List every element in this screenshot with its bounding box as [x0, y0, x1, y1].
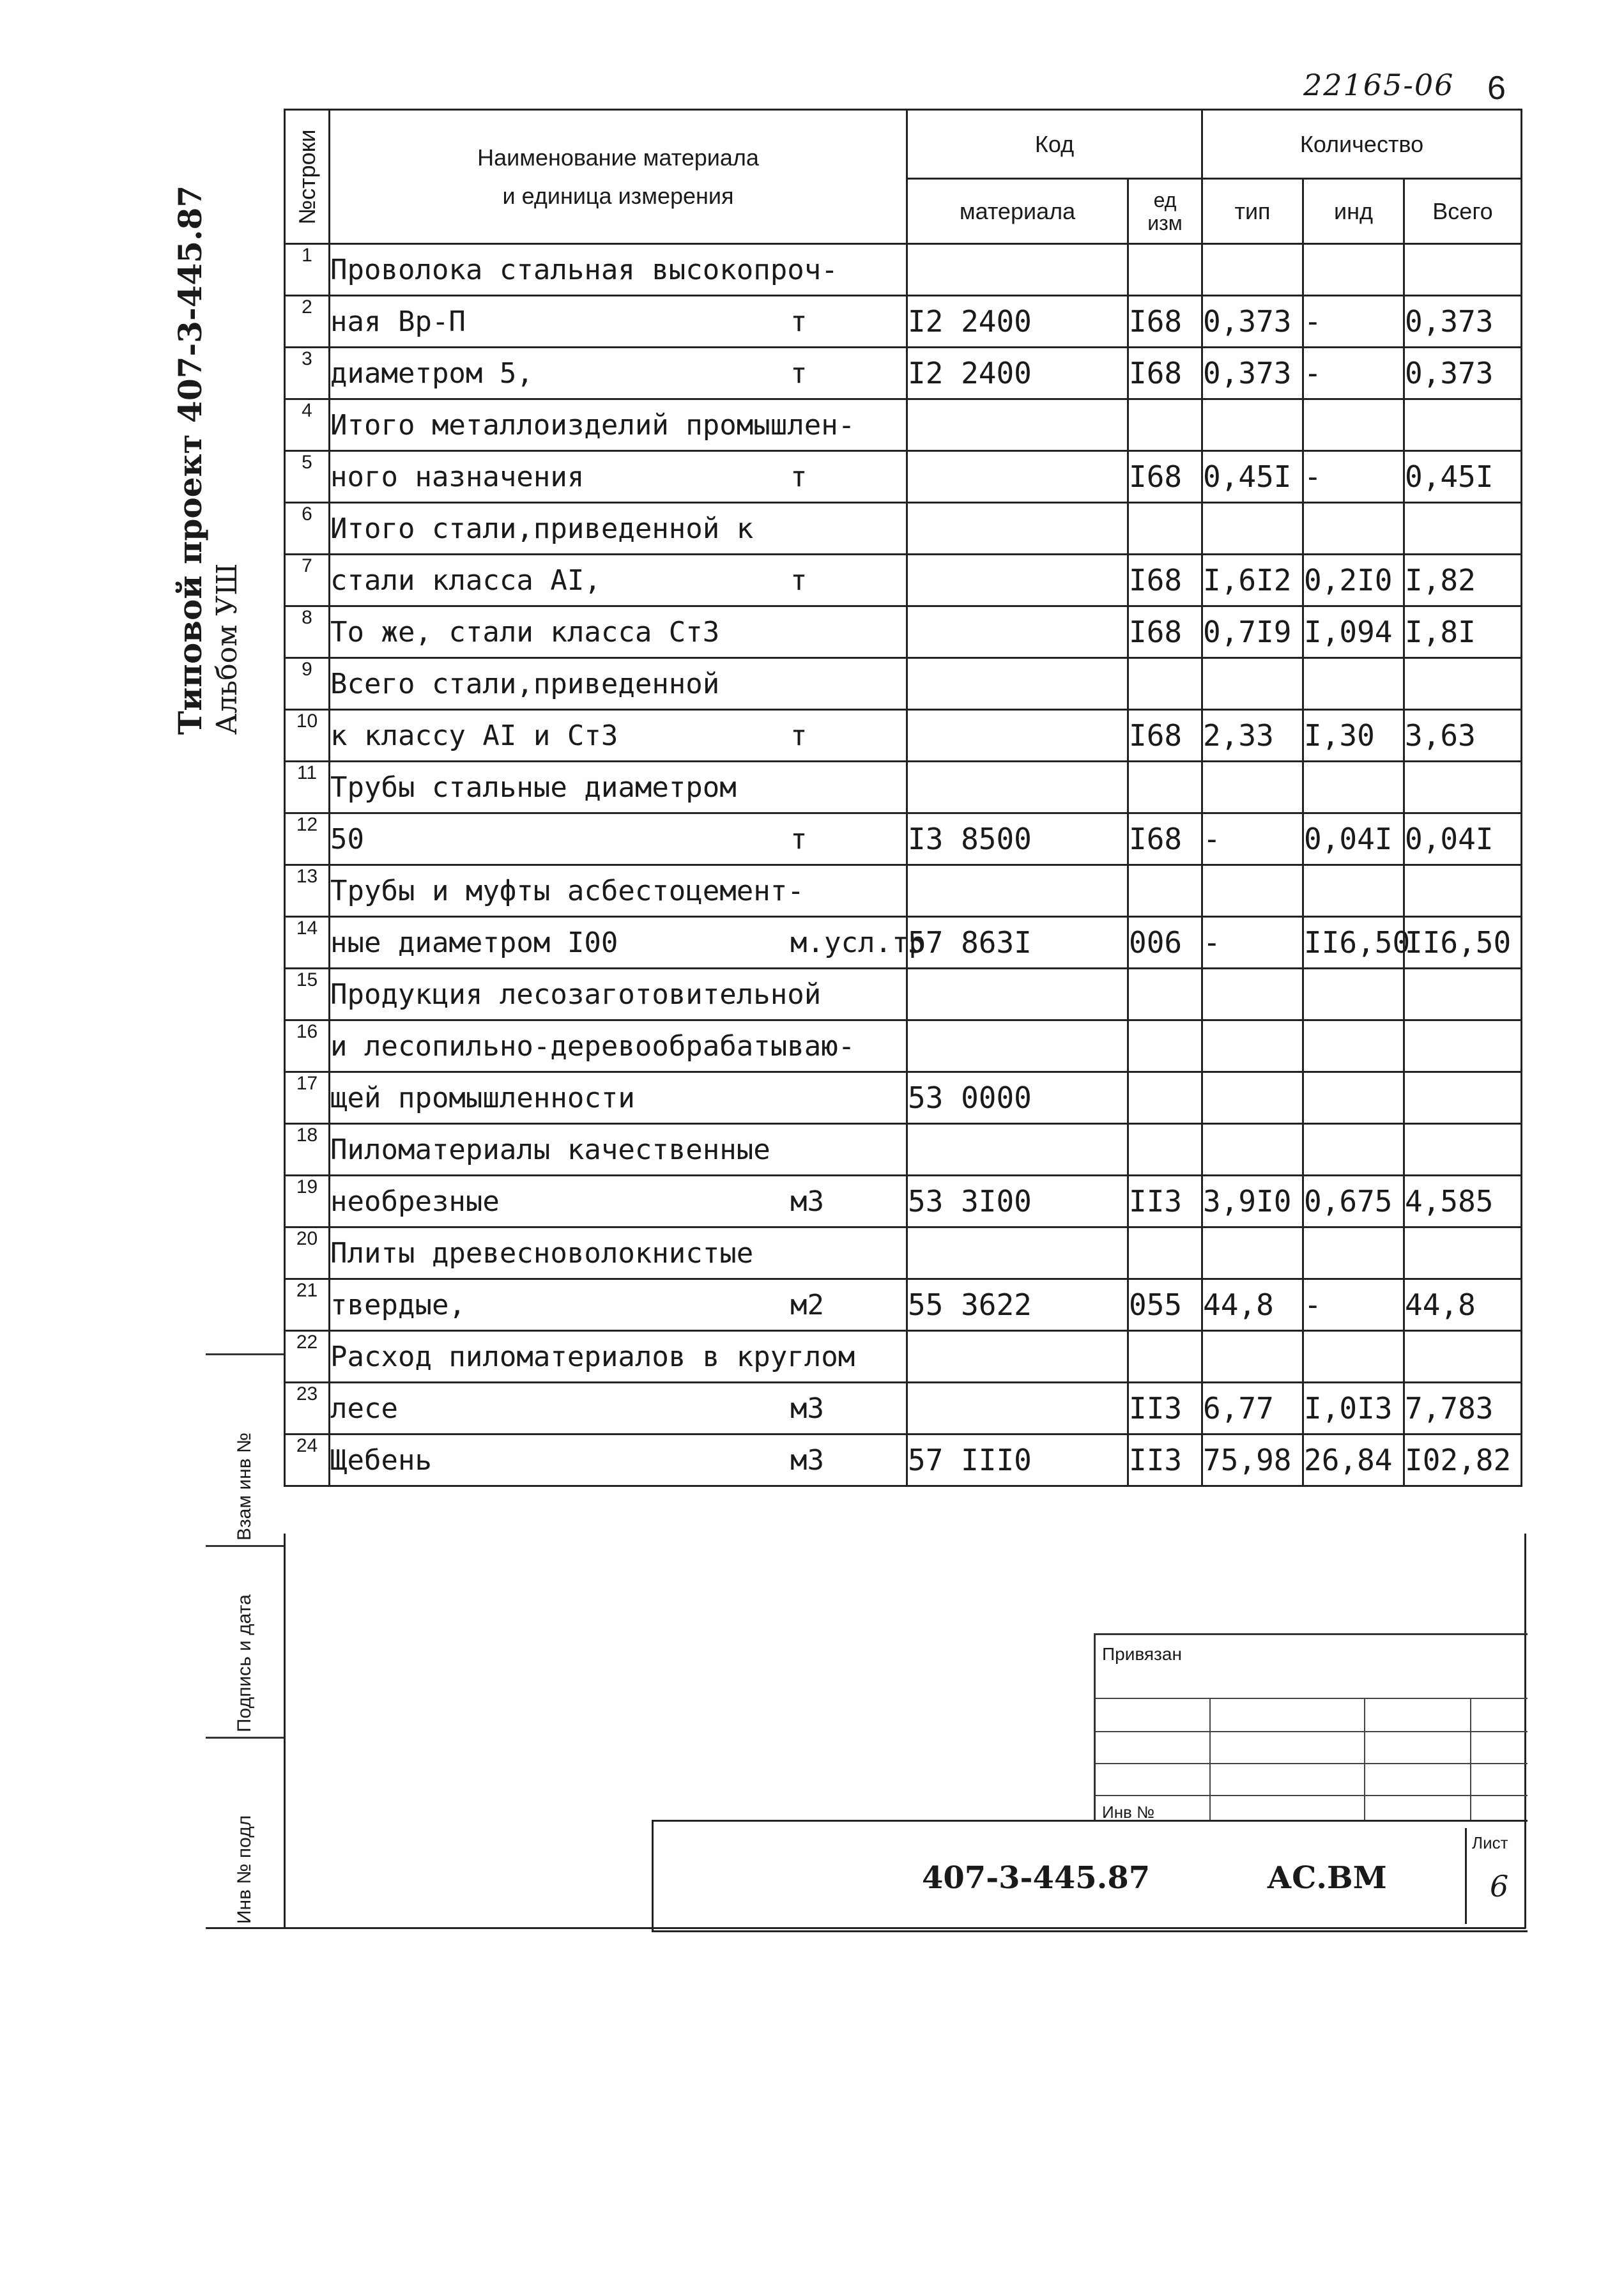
table-row: [285, 1020, 1522, 1072]
binding-line: [1096, 1763, 1528, 1764]
material-name-text: Расход пиломатериалов в круглом: [330, 1340, 855, 1373]
material-code: 57 863I: [907, 917, 1128, 969]
stamp-cell-podpis: [206, 1545, 284, 1739]
material-name: [330, 1279, 907, 1331]
material-name: [330, 555, 907, 606]
quantity-ind: -: [1303, 348, 1404, 399]
quantity-tip: [1202, 969, 1303, 1020]
stamp-podpis-label: Подпись и дата: [234, 1594, 255, 1732]
material-name: [330, 296, 907, 348]
quantity-total: [1404, 244, 1522, 296]
unit-code: [1128, 1072, 1202, 1124]
quantity-total: 4,585: [1404, 1176, 1522, 1227]
binding-line: [1096, 1731, 1528, 1732]
material-name: [330, 1176, 907, 1227]
unit-code: 055: [1128, 1279, 1202, 1331]
quantity-ind: [1303, 503, 1404, 555]
material-name-text: Продукция лесозаготовительной: [330, 978, 822, 1011]
unit-code: I68: [1128, 710, 1202, 762]
quantity-tip: [1202, 1072, 1303, 1124]
material-name: [330, 244, 907, 296]
material-name: [330, 969, 907, 1020]
unit-code: [1128, 1227, 1202, 1279]
frame-left-line: [284, 1534, 286, 1928]
quantity-ind: [1303, 969, 1404, 1020]
material-name-text: 50: [330, 822, 364, 856]
table-row: [285, 1176, 1522, 1227]
material-name-text: лесе: [330, 1392, 398, 1425]
row-number: 21: [285, 1279, 330, 1331]
quantity-ind: I,094: [1303, 606, 1404, 658]
quantity-tip: [1202, 399, 1303, 451]
quantity-total: II6,50: [1404, 917, 1522, 969]
unit-code: II3: [1128, 1383, 1202, 1434]
quantity-tip: [1202, 1020, 1303, 1072]
quantity-ind: II6,50: [1303, 917, 1404, 969]
material-name: [330, 1331, 907, 1383]
table-row: [285, 865, 1522, 917]
table-row: [285, 1072, 1522, 1124]
material-code: [907, 710, 1128, 762]
quantity-total: [1404, 1072, 1522, 1124]
quantity-tip: 2,33: [1202, 710, 1303, 762]
header-ind: инд: [1303, 179, 1404, 244]
material-code: [907, 451, 1128, 503]
material-name: [330, 1434, 907, 1486]
header-total: Всего: [1404, 179, 1522, 244]
unit-label: т: [790, 357, 808, 390]
table-row: [285, 969, 1522, 1020]
quantity-ind: [1303, 1072, 1404, 1124]
quantity-ind: 0,675: [1303, 1176, 1404, 1227]
row-number: 24: [285, 1434, 330, 1486]
material-name: [330, 606, 907, 658]
unit-code: [1128, 865, 1202, 917]
unit-code: I68: [1128, 555, 1202, 606]
material-code: 57 III0: [907, 1434, 1128, 1486]
table-row: [285, 658, 1522, 710]
header-row-no: [285, 110, 330, 244]
quantity-ind: [1303, 244, 1404, 296]
quantity-ind: 0,2I0: [1303, 555, 1404, 606]
unit-code: 006: [1128, 917, 1202, 969]
material-code: I2 2400: [907, 348, 1128, 399]
row-number: 14: [285, 917, 330, 969]
row-number: 12: [285, 813, 330, 865]
material-code: I2 2400: [907, 296, 1128, 348]
quantity-total: [1404, 1331, 1522, 1383]
stamp-cell-vzam: [206, 1353, 284, 1547]
quantity-tip: 0,7I9: [1202, 606, 1303, 658]
material-name: [330, 813, 907, 865]
quantity-tip: 75,98: [1202, 1434, 1303, 1486]
material-name-text: твердые,: [330, 1288, 466, 1321]
material-code: [907, 1331, 1128, 1383]
quantity-ind: -: [1303, 451, 1404, 503]
row-number: 7: [285, 555, 330, 606]
quantity-total: 7,783: [1404, 1383, 1522, 1434]
side-title: [171, 185, 245, 735]
table-row: [285, 1279, 1522, 1331]
header-name: Наименование материала и единица измерения: [330, 110, 907, 244]
quantity-tip: [1202, 1227, 1303, 1279]
binding-divider: [1364, 1698, 1365, 1822]
table-row: [285, 813, 1522, 865]
unit-label: т: [790, 822, 808, 856]
table-row: [285, 762, 1522, 813]
header-code: Код: [907, 110, 1202, 179]
material-code: [907, 865, 1128, 917]
document-code: 22165-06: [1303, 68, 1455, 102]
title-block-sheet: [1465, 1828, 1529, 1924]
unit-label: т: [790, 719, 808, 752]
table-row: [285, 451, 1522, 503]
row-number: 6: [285, 503, 330, 555]
quantity-ind: -: [1303, 296, 1404, 348]
material-code: [907, 1124, 1128, 1176]
header-quantity: Количество: [1202, 110, 1522, 179]
quantity-total: [1404, 865, 1522, 917]
quantity-ind: 26,84: [1303, 1434, 1404, 1486]
stamp-cell-inv: [206, 1737, 284, 1930]
unit-code: I68: [1128, 813, 1202, 865]
quantity-tip: [1202, 865, 1303, 917]
material-name: [330, 865, 907, 917]
material-name: [330, 1227, 907, 1279]
binding-inv-label: Инв №: [1102, 1803, 1154, 1822]
material-code: [907, 1383, 1128, 1434]
row-number: 1: [285, 244, 330, 296]
material-name-text: и лесопильно-деревообрабатываю-: [330, 1029, 855, 1063]
quantity-total: [1404, 1020, 1522, 1072]
material-code: 55 3622: [907, 1279, 1128, 1331]
material-name: [330, 399, 907, 451]
quantity-total: 0,373: [1404, 348, 1522, 399]
material-code: [907, 969, 1128, 1020]
material-code: [907, 762, 1128, 813]
quantity-ind: I,30: [1303, 710, 1404, 762]
material-code: [907, 399, 1128, 451]
material-name: [330, 917, 926, 969]
material-code: I3 8500: [907, 813, 1128, 865]
material-code: [907, 658, 1128, 710]
material-name: [330, 503, 907, 555]
binding-line: [1096, 1795, 1528, 1796]
quantity-tip: 0,45I: [1202, 451, 1303, 503]
row-number: 23: [285, 1383, 330, 1434]
unit-label: т: [790, 305, 808, 338]
material-name: [330, 762, 907, 813]
title-block-mark: АС.ВМ: [1267, 1860, 1387, 1896]
row-number: 3: [285, 348, 330, 399]
material-name: [330, 1072, 907, 1124]
material-name: [330, 1020, 907, 1072]
quantity-total: 44,8: [1404, 1279, 1522, 1331]
unit-code: [1128, 1124, 1202, 1176]
table-row: [285, 1434, 1522, 1486]
quantity-total: I,8I: [1404, 606, 1522, 658]
table-row: [285, 399, 1522, 451]
stamp-vzam-label: Взам инв №: [234, 1432, 255, 1541]
header-tip: тип: [1202, 179, 1303, 244]
material-name-text: диаметром 5,: [330, 357, 533, 390]
sheet-label: Лист: [1472, 1833, 1508, 1852]
material-name-text: Щебень: [330, 1443, 432, 1477]
quantity-tip: [1202, 658, 1303, 710]
material-code: 53 3I00: [907, 1176, 1128, 1227]
material-name-text: ные диаметром I00: [330, 926, 618, 959]
row-number: 5: [285, 451, 330, 503]
unit-code: I68: [1128, 606, 1202, 658]
material-name-text: То же, стали класса Ст3: [330, 615, 720, 649]
material-name: [330, 710, 907, 762]
unit-code: II3: [1128, 1176, 1202, 1227]
material-name-text: стали класса AI,: [330, 564, 601, 597]
unit-code: I68: [1128, 451, 1202, 503]
unit-label: т: [790, 460, 808, 493]
quantity-total: [1404, 399, 1522, 451]
material-code: 53 0000: [907, 1072, 1128, 1124]
unit-code: [1128, 658, 1202, 710]
material-code: [907, 606, 1128, 658]
quantity-tip: -: [1202, 813, 1303, 865]
binding-line: [1096, 1698, 1528, 1699]
material-code: [907, 1020, 1128, 1072]
table-row: [285, 348, 1522, 399]
unit-label: т: [790, 564, 808, 597]
stamp-inv-label: Инв № подл: [234, 1815, 255, 1924]
table-row: [285, 710, 1522, 762]
table-row: [285, 917, 1522, 969]
unit-label: м3: [790, 1392, 824, 1425]
unit-label: м.усл.тр: [790, 926, 926, 959]
quantity-ind: [1303, 1124, 1404, 1176]
table-row: [285, 503, 1522, 555]
material-name-text: необрезные: [330, 1185, 500, 1218]
row-number: 11: [285, 762, 330, 813]
quantity-ind: [1303, 1227, 1404, 1279]
row-number: 15: [285, 969, 330, 1020]
table-row: [285, 1383, 1522, 1434]
quantity-ind: I,0I3: [1303, 1383, 1404, 1434]
quantity-ind: [1303, 865, 1404, 917]
materials-table: [284, 109, 1522, 1487]
quantity-tip: [1202, 503, 1303, 555]
unit-label: м2: [790, 1288, 824, 1321]
quantity-ind: 0,04I: [1303, 813, 1404, 865]
quantity-tip: 0,373: [1202, 296, 1303, 348]
unit-code: [1128, 969, 1202, 1020]
quantity-total: 0,45I: [1404, 451, 1522, 503]
unit-code: I68: [1128, 296, 1202, 348]
material-code: [907, 503, 1128, 555]
material-code: [907, 555, 1128, 606]
quantity-tip: 6,77: [1202, 1383, 1303, 1434]
material-name-text: Итого металлоизделий промышлен-: [330, 408, 855, 442]
unit-code: I68: [1128, 348, 1202, 399]
row-number: 16: [285, 1020, 330, 1072]
material-name-text: ная Вр-П: [330, 305, 466, 338]
material-name: [330, 1124, 907, 1176]
quantity-total: 0,373: [1404, 296, 1522, 348]
quantity-ind: [1303, 399, 1404, 451]
sheet-number: 6: [1490, 1869, 1509, 1904]
table-row: [285, 1331, 1522, 1383]
material-name: [330, 348, 907, 399]
quantity-total: [1404, 503, 1522, 555]
material-code: [907, 244, 1128, 296]
row-number: 9: [285, 658, 330, 710]
row-number: 2: [285, 296, 330, 348]
unit-code: [1128, 399, 1202, 451]
table-row: [285, 1227, 1522, 1279]
unit-code: [1128, 1331, 1202, 1383]
row-number: 17: [285, 1072, 330, 1124]
row-number: 8: [285, 606, 330, 658]
quantity-ind: [1303, 1020, 1404, 1072]
quantity-ind: [1303, 762, 1404, 813]
row-number: 18: [285, 1124, 330, 1176]
row-number: 13: [285, 865, 330, 917]
material-name-text: Трубы стальные диаметром: [330, 771, 737, 804]
binding-block: [1094, 1633, 1528, 1822]
table-row: [285, 244, 1522, 296]
row-number: 4: [285, 399, 330, 451]
quantity-total: [1404, 762, 1522, 813]
quantity-tip: I,6I2: [1202, 555, 1303, 606]
quantity-ind: [1303, 658, 1404, 710]
material-name-text: Всего стали,приведенной: [330, 667, 720, 700]
material-name-text: Итого стали,приведенной к: [330, 512, 754, 545]
header-material: материала: [907, 179, 1128, 244]
row-number: 22: [285, 1331, 330, 1383]
quantity-tip: 44,8: [1202, 1279, 1303, 1331]
quantity-total: [1404, 1227, 1522, 1279]
table-row: [285, 1124, 1522, 1176]
quantity-tip: [1202, 244, 1303, 296]
binding-divider: [1209, 1698, 1211, 1822]
material-code: [907, 1227, 1128, 1279]
page-number: 6: [1487, 70, 1506, 107]
material-name-text: Пиломатериалы качественные: [330, 1133, 770, 1166]
title-block-code: 407-3-445.87: [922, 1860, 1151, 1896]
title-block: [652, 1820, 1528, 1932]
unit-code: [1128, 244, 1202, 296]
row-number: 20: [285, 1227, 330, 1279]
unit-code: [1128, 762, 1202, 813]
quantity-tip: 0,373: [1202, 348, 1303, 399]
binding-label: Привязан: [1102, 1644, 1182, 1664]
header-unit-code: ед изм: [1128, 179, 1202, 244]
row-number: 10: [285, 710, 330, 762]
material-name-text: Проволока стальная высокопроч-: [330, 253, 838, 286]
project-title: Типовой проект 407-3-445.87: [171, 185, 209, 735]
material-name-text: к классу AI и Ст3: [330, 719, 618, 752]
quantity-total: [1404, 658, 1522, 710]
quantity-total: [1404, 969, 1522, 1020]
quantity-ind: -: [1303, 1279, 1404, 1331]
unit-code: II3: [1128, 1434, 1202, 1486]
material-name: [330, 451, 907, 503]
table-body: [285, 244, 1522, 1486]
quantity-total: I02,82: [1404, 1434, 1522, 1486]
quantity-tip: -: [1202, 917, 1303, 969]
material-name: [330, 658, 907, 710]
quantity-total: I,82: [1404, 555, 1522, 606]
quantity-tip: [1202, 762, 1303, 813]
quantity-tip: [1202, 1124, 1303, 1176]
unit-label: м3: [790, 1185, 824, 1218]
material-name-text: ного назначения: [330, 460, 585, 493]
table-row: [285, 296, 1522, 348]
header-row-no-label: №строки: [293, 128, 320, 225]
quantity-tip: 3,9I0: [1202, 1176, 1303, 1227]
material-name: [330, 1383, 907, 1434]
album-label: Альбом УШ: [211, 563, 243, 735]
unit-label: м3: [790, 1443, 824, 1477]
side-stamp: [206, 1353, 284, 1928]
table-row: [285, 606, 1522, 658]
material-name-text: щей промышленности: [330, 1081, 635, 1114]
quantity-total: 0,04I: [1404, 813, 1522, 865]
unit-code: [1128, 503, 1202, 555]
binding-divider: [1470, 1698, 1471, 1822]
material-name-text: Трубы и муфты асбестоцемент-: [330, 874, 804, 907]
material-name-text: Плиты древесноволокнистые: [330, 1236, 754, 1270]
unit-code: [1128, 1020, 1202, 1072]
quantity-total: [1404, 1124, 1522, 1176]
row-number: 19: [285, 1176, 330, 1227]
quantity-total: 3,63: [1404, 710, 1522, 762]
quantity-tip: [1202, 1331, 1303, 1383]
table-row: [285, 555, 1522, 606]
quantity-ind: [1303, 1331, 1404, 1383]
